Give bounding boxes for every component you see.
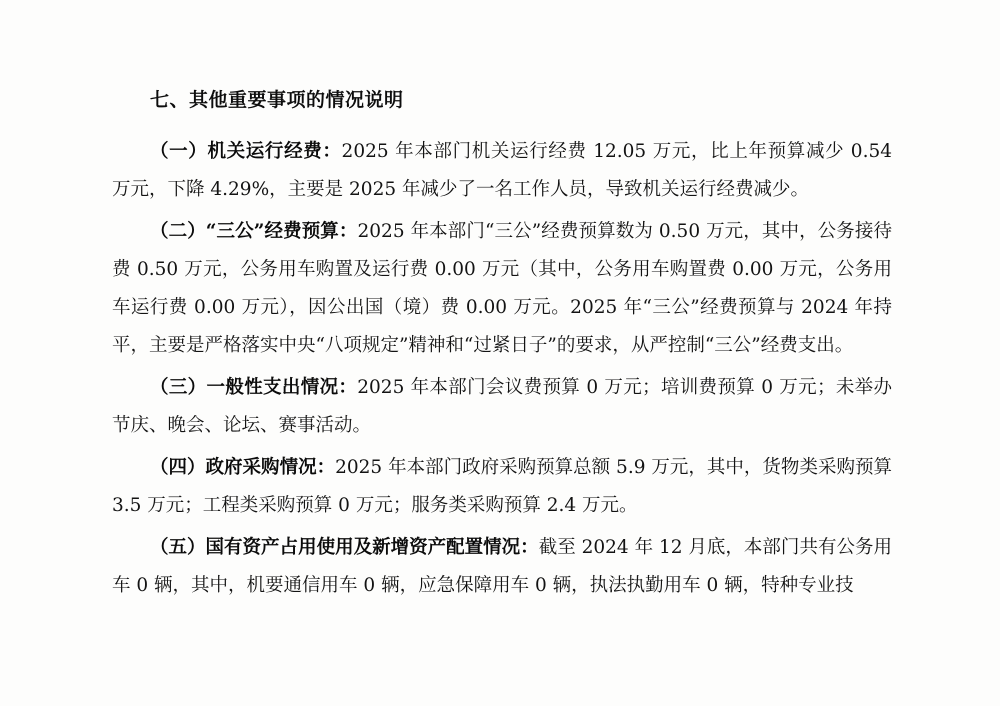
paragraph-5-label: （五）国有资产占用使用及新增资产配置情况： [150, 536, 539, 558]
paragraph-1-label: （一）机关运行经费： [150, 140, 342, 162]
paragraph-3-text: 2025 年本部门会议费预算 0 万元；培训费预算 0 万元；未举办节庆、晚会、论坛、赛事活动。 [112, 376, 892, 436]
section-heading: 七、其他重要事项的情况说明 [150, 89, 404, 111]
paragraph-4 [112, 449, 892, 525]
paragraph-2-text: 2025 年本部门“三公”经费预算数为 0.50 万元，其中，公务接待费 0.50 万元，公务用车购置及运行费 0.00 万元（其中，公务用车购置费 0.00 万元，公务用车运行费 0.00 万元），因公出国（境）费 0.00 万元。2025 年“三公”经费预算与 2024 年持平，主要是严格落实中央“八项规定”精神和“过紧日子”的要求，从严控制“三公”经费支出。 [112, 220, 892, 356]
paragraph-3-label: （三）一般性支出情况： [150, 376, 358, 398]
paragraph-2-label: （二）“三公”经费预算： [150, 220, 358, 242]
paragraph-5-text: 截至 2024 年 12 月底，本部门共有公务用车 0 辆，其中，机要通信用车 0 辆，应急保障用车 0 辆，执法执勤用车 0 辆，特种专业技 [112, 536, 892, 596]
paragraph-3 [112, 369, 892, 445]
document-body [112, 86, 892, 609]
paragraph-2 [112, 213, 892, 365]
paragraph-4-text: 2025 年本部门政府采购预算总额 5.9 万元，其中，货物类采购预算 3.5 万元；工程类采购预算 0 万元；服务类采购预算 2.4 万元。 [112, 456, 892, 516]
paragraph-1 [112, 133, 892, 209]
paragraph-1-text: 2025 年本部门机关运行经费 12.05 万元，比上年预算减少 0.54 万元，下降 4.29%，主要是 2025 年减少了一名工作人员，导致机关运行经费减少。 [112, 140, 892, 200]
paragraph-4-label: （四）政府采购情况： [150, 456, 336, 478]
paragraph-5 [112, 529, 892, 605]
